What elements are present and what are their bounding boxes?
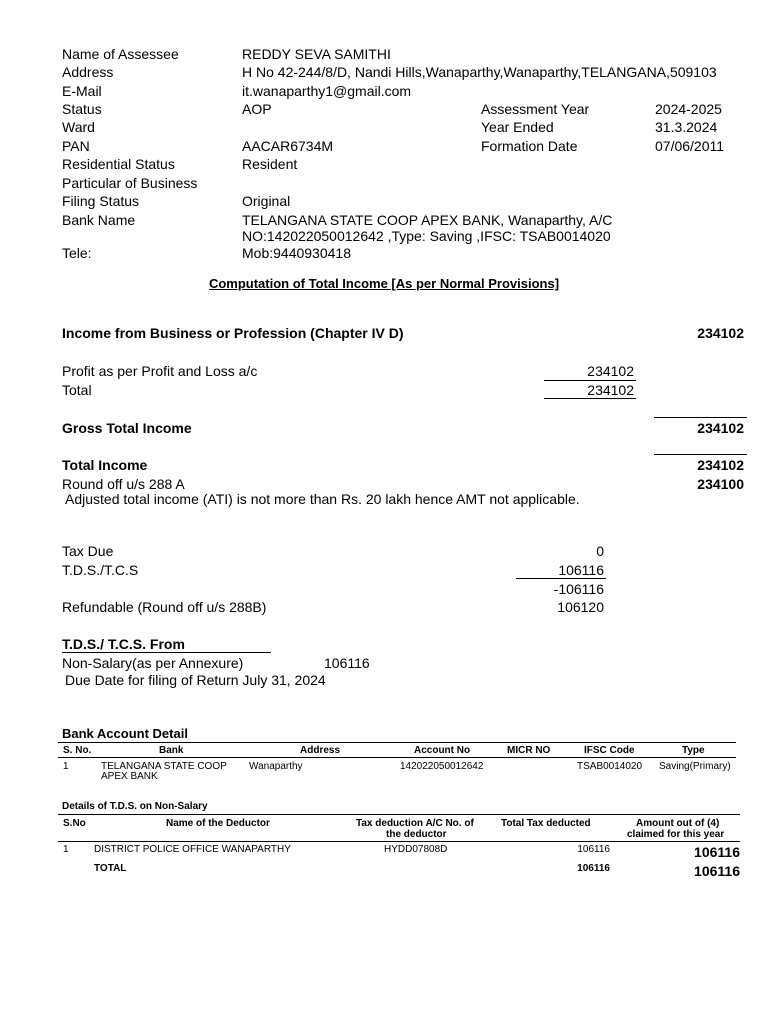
label-particular-of-business: Particular of Business <box>62 175 198 191</box>
value-year-ended: 31.3.2024 <box>655 119 718 135</box>
tds-table-top-rule <box>58 814 740 815</box>
tds-row-sno: 1 <box>63 844 69 855</box>
tax-due-amount: 0 <box>596 543 604 559</box>
tax-due-label: Tax Due <box>62 543 114 559</box>
bank-col-bank: Bank <box>159 745 184 756</box>
value-residential-status: Resident <box>242 156 298 172</box>
total-income-label: Total Income <box>62 457 148 473</box>
value-name-of-assessee: REDDY SEVA SAMITHI <box>242 46 391 62</box>
bank-col-ifsc: IFSC Code <box>584 745 635 756</box>
value-formation-date: 07/06/2011 <box>655 138 725 154</box>
tds-col-deductor: Name of the Deductor <box>166 818 270 829</box>
label-name-of-assessee: Name of Assessee <box>62 46 179 62</box>
tds-col-sno: S.No <box>63 818 86 829</box>
tds-col-claimed-line1: Amount out of (4) <box>636 818 720 829</box>
gti-amount: 234102 <box>697 420 744 436</box>
label-bank-name: Bank Name <box>62 212 136 228</box>
label-pan: PAN <box>62 138 90 154</box>
bank-row-bank-line1: TELANGANA STATE COOP <box>101 761 227 772</box>
label-address: Address <box>62 64 114 80</box>
label-status: Status <box>62 101 102 117</box>
refundable-amount: 106120 <box>557 599 604 615</box>
label-year-ended: Year Ended <box>481 119 554 135</box>
total-label: Total <box>62 382 92 398</box>
tds-from-heading: T.D.S./ T.C.S. From <box>62 636 185 652</box>
value-tele: Mob:9440930418 <box>242 245 351 261</box>
due-date-note: Due Date for filing of Return July 31, 2024 <box>65 672 326 688</box>
tds-col-tan-line2: the deductor <box>386 829 447 840</box>
label-email: E-Mail <box>62 83 102 99</box>
business-amount: 234102 <box>697 325 744 341</box>
value-bank-name-line1: TELANGANA STATE COOP APEX BANK, Wanaparthy, A/C <box>242 212 613 228</box>
bank-col-address: Address <box>300 745 341 756</box>
total-income-amount: 234102 <box>697 457 744 473</box>
value-pan: AACAR6734M <box>242 138 334 154</box>
round-off-amount: 234100 <box>697 476 744 492</box>
value-assessment-year: 2024-2025 <box>655 101 722 117</box>
bank-row-ifsc: TSAB0014020 <box>577 761 643 772</box>
non-salary-amount: 106116 <box>324 655 370 671</box>
bank-col-sno: S. No. <box>63 745 92 756</box>
total-amount: 234102 <box>587 382 634 398</box>
business-heading: Income from Business or Profession (Chapter IV D) <box>62 325 404 341</box>
tds-row-total-deducted: 106116 <box>577 844 610 855</box>
computation-title: Computation of Total Income [As per Normal Provisions] <box>208 276 560 291</box>
non-salary-label: Non-Salary(as per Annexure) <box>62 655 244 671</box>
tds-amount: 106116 <box>558 562 604 578</box>
gti-label: Gross Total Income <box>62 420 192 436</box>
bank-row-address: Wanaparthy <box>249 761 303 772</box>
tds-from-underline <box>62 652 271 653</box>
tds-row-deductor: DISTRICT POLICE OFFICE WANAPARTHY <box>94 844 291 855</box>
value-email: it.wanaparthy1@gmail.com <box>242 83 412 99</box>
refundable-label: Refundable (Round off u/s 288B) <box>62 599 267 615</box>
amt-note: Adjusted total income (ATI) is not more than Rs. 20 lakh hence AMT not applicable. <box>65 491 580 507</box>
tds-total-deducted: 106116 <box>577 863 610 874</box>
tds-row-claimed: 106116 <box>694 844 740 860</box>
tds-underline <box>516 578 606 579</box>
bank-col-micr: MICR NO <box>507 745 551 756</box>
label-formation-date: Formation Date <box>481 138 578 154</box>
tds-col-total-deducted: Total Tax deducted <box>501 818 591 829</box>
bank-table-header-rule <box>58 757 736 758</box>
bank-row-account-no: 142022050012642 <box>400 761 484 772</box>
bank-row-type: Saving(Primary) <box>659 761 731 772</box>
bank-row-sno: 1 <box>63 761 69 772</box>
tds-total-label: TOTAL <box>94 863 127 874</box>
round-off-label: Round off u/s 288 A <box>62 476 185 492</box>
bank-col-type: Type <box>682 745 705 756</box>
bank-account-heading: Bank Account Detail <box>62 726 188 741</box>
profit-amount: 234102 <box>587 363 634 379</box>
value-address: H No 42-244/8/D, Nandi Hills,Wanaparthy,Wanaparthy,TELANGANA,509103 <box>242 64 717 80</box>
total-underline <box>544 398 636 399</box>
bank-col-account-no: Account No <box>414 745 471 756</box>
value-bank-name-line2: NO:142022050012642 ,Type: Saving ,IFSC: TSAB0014020 <box>242 228 611 244</box>
net-amount: -106116 <box>553 581 604 597</box>
bank-row-bank-line2: APEX BANK <box>101 771 158 782</box>
gti-overline <box>654 417 747 418</box>
tds-col-tan-line1: Tax deduction A/C No. of <box>356 818 474 829</box>
tds-table-header-rule <box>58 841 740 842</box>
value-status: AOP <box>242 101 272 117</box>
label-filing-status: Filing Status <box>62 193 140 209</box>
value-filing-status: Original <box>242 193 291 209</box>
label-tele: Tele: <box>62 245 92 261</box>
label-assessment-year: Assessment Year <box>481 101 590 117</box>
profit-label: Profit as per Profit and Loss a/c <box>62 363 258 379</box>
tds-col-claimed-line2: claimed for this year <box>627 829 725 840</box>
tds-label: T.D.S./T.C.S <box>62 562 139 578</box>
tds-row-tan: HYDD07808D <box>384 844 448 855</box>
total-income-overline <box>654 454 747 455</box>
tds-details-heading: Details of T.D.S. on Non-Salary <box>62 801 208 812</box>
label-residential-status: Residential Status <box>62 156 175 172</box>
label-ward: Ward <box>62 119 95 135</box>
bank-table-top-rule <box>58 742 736 743</box>
tds-total-claimed: 106116 <box>694 863 740 879</box>
